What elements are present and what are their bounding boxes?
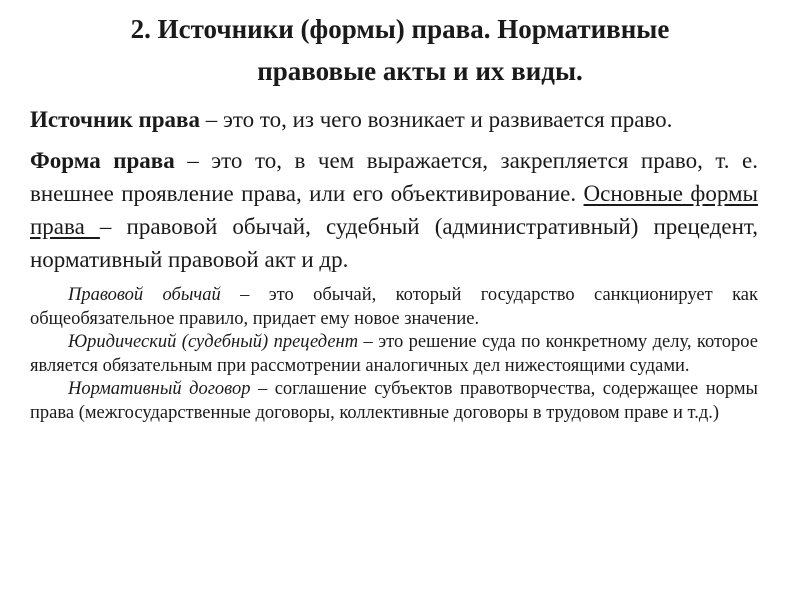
term-legal-custom: Правовой обычай (68, 285, 221, 305)
definition-normative-contract: – соглашение субъектов правотворчества, содержащее нормы права (межгосударственные договоры, коллективные договоры в трудовом праве и т.д.) (30, 379, 758, 423)
paragraph-legal-custom (30, 284, 758, 331)
main-forms-label: Основные формы права (30, 181, 758, 239)
paragraph-normative-contract (30, 378, 758, 425)
title-line-1: 2. Источники (формы) права. Нормативные (130, 14, 670, 44)
definition-form-of-law: – это то, в чем выражается, закрепляется право, т. е. внешнее проявление права, или его объективирование. (30, 148, 758, 206)
term-judicial-precedent: Юридический (судебный) прецедент (68, 332, 359, 352)
slide-title (60, 8, 740, 92)
definition-legal-custom: – это обычай, который государство санкционирует как общеобязательное правило, придает ему новое значение. (30, 285, 758, 329)
definition-source-of-law: – это то, из чего возникает и развивается право. (199, 107, 673, 132)
term-form-of-law: Форма права (30, 148, 175, 173)
definition-judicial-precedent: – это решение суда по конкретному делу, которое является обязательным при рассмотрении аналогичных дел нижестоящими судами. (30, 332, 758, 376)
paragraph-form-of-law (30, 144, 758, 276)
paragraph-judicial-precedent (30, 331, 758, 378)
slide-body (30, 103, 758, 425)
term-source-of-law: Источник права (30, 107, 200, 132)
title-line-2: правовые акты и их виды. (257, 56, 583, 86)
paragraph-source-of-law (30, 103, 758, 136)
term-normative-contract: Нормативный договор (68, 379, 251, 399)
main-forms-list: – правовой обычай, судебный (административный) прецедент, нормативный правовой акт и др. (30, 214, 758, 272)
